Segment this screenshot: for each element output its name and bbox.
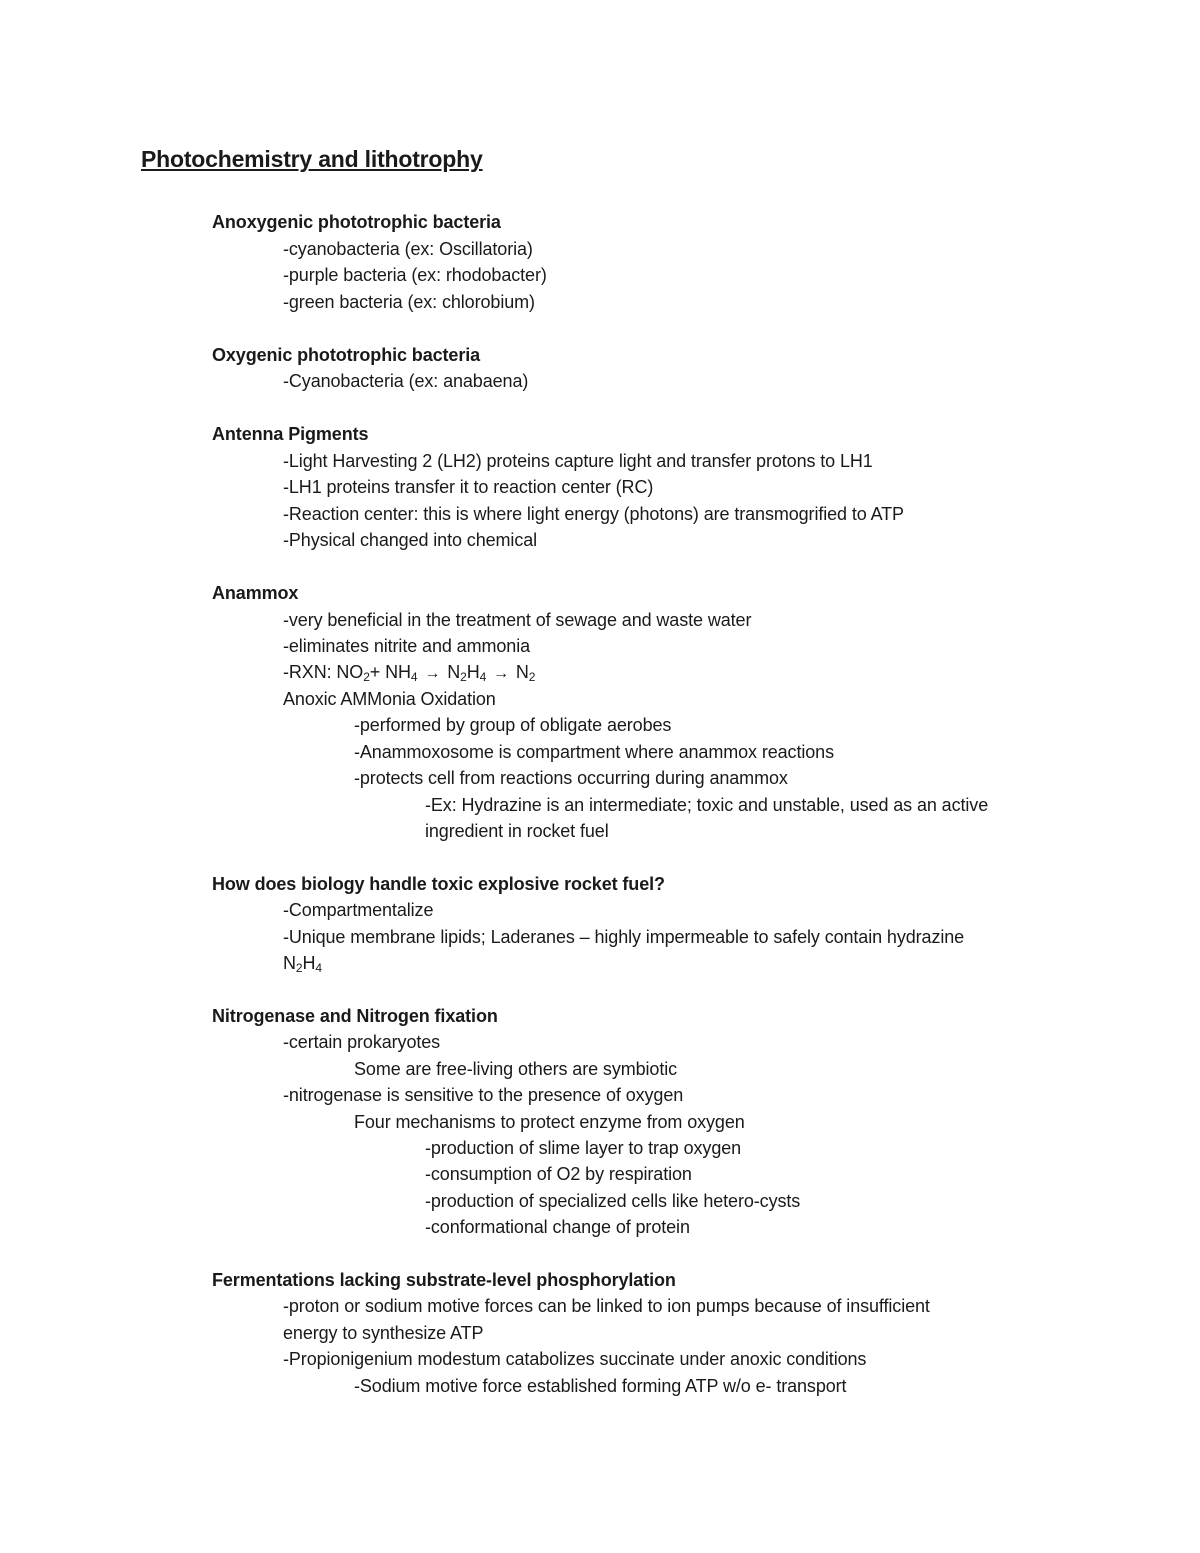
section-heading-anammox: Anammox — [212, 583, 299, 603]
list-item: -consumption of O2 by respiration — [425, 1164, 692, 1184]
list-item: -performed by group of obligate aerobes — [354, 715, 672, 735]
list-item: -Sodium motive force established forming ATP w/o e- transport — [354, 1376, 847, 1396]
sub-heading: Anoxic AMMonia Oxidation — [283, 689, 496, 709]
rxn-prefix: -RXN: NO — [283, 662, 364, 682]
list-item: -eliminates nitrite and ammonia — [283, 636, 531, 656]
list-item: -Light Harvesting 2 (LH2) proteins capture light and transfer protons to LH1 — [283, 451, 873, 471]
rxn-subscript: 4 — [410, 670, 418, 684]
formula-element: H — [302, 953, 316, 973]
list-item: -Unique membrane lipids; Laderanes – highly impermeable to safely contain hydrazine — [283, 927, 965, 947]
list-item: -production of specialized cells like hetero-cysts — [425, 1191, 801, 1211]
list-item: -Compartmentalize — [283, 900, 434, 920]
rxn-plus: + NH — [369, 662, 411, 682]
rxn-subscript: 4 — [479, 670, 487, 684]
hydrazine-formula — [283, 951, 322, 975]
list-item: -certain prokaryotes — [283, 1032, 441, 1052]
section-heading-oxygenic: Oxygenic phototrophic bacteria — [212, 345, 481, 365]
rxn-subscript: 2 — [460, 670, 467, 684]
section-heading-antenna: Antenna Pigments — [212, 424, 369, 444]
list-item: -protects cell from reactions occurring during anammox — [354, 768, 788, 788]
list-item: -proton or sodium motive forces can be linked to ion pumps because of insufficient — [283, 1296, 930, 1316]
list-item: -Ex: Hydrazine is an intermediate; toxic and unstable, used as an active — [425, 795, 989, 815]
list-item: -Anammoxosome is compartment where anammox reactions — [354, 742, 834, 762]
rxn-subscript: 2 — [363, 670, 370, 684]
list-item: Four mechanisms to protect enzyme from oxygen — [354, 1112, 745, 1132]
list-item-continued: ingredient in rocket fuel — [425, 821, 609, 841]
list-item: -LH1 proteins transfer it to reaction center (RC) — [283, 477, 654, 497]
rxn-element: N — [515, 662, 529, 682]
section-heading-nitrogenase: Nitrogenase and Nitrogen fixation — [212, 1006, 498, 1026]
rxn-element: N — [447, 662, 461, 682]
list-item: -green bacteria (ex: chlorobium) — [283, 292, 535, 312]
page-title: Photochemistry and lithotrophy — [141, 146, 483, 172]
arrow-right-icon: → — [424, 665, 441, 682]
formula-subscript: 2 — [295, 961, 303, 975]
list-item: -purple bacteria (ex: rhodobacter) — [283, 265, 547, 285]
rxn-subscript: 2 — [528, 670, 536, 684]
list-item: -Physical changed into chemical — [283, 530, 538, 550]
list-item: -cyanobacteria (ex: Oscillatoria) — [283, 239, 533, 259]
list-item: -very beneficial in the treatment of sewage and waste water — [283, 610, 752, 630]
rxn-element: H — [466, 662, 480, 682]
reaction-equation — [283, 660, 535, 686]
list-item: -nitrogenase is sensitive to the presence of oxygen — [283, 1085, 684, 1105]
arrow-right-icon: → — [493, 665, 509, 682]
formula-element: N — [283, 953, 296, 973]
list-item: -Reaction center: this is where light energy (photons) are transmogrified to ATP — [283, 504, 904, 524]
section-heading-biology: How does biology handle toxic explosive rocket fuel? — [212, 874, 665, 894]
list-item: -production of slime layer to trap oxygen — [425, 1138, 742, 1158]
section-heading-fermentation: Fermentations lacking substrate-level phosphorylation — [212, 1270, 676, 1290]
list-item: -Cyanobacteria (ex: anabaena) — [283, 371, 529, 391]
list-item-continued: energy to synthesize ATP — [283, 1323, 484, 1343]
list-item: -conformational change of protein — [425, 1217, 690, 1237]
list-item: -Propionigenium modestum catabolizes succinate under anoxic conditions — [283, 1349, 867, 1369]
section-heading-anoxygenic: Anoxygenic phototrophic bacteria — [212, 212, 501, 232]
list-item: Some are free-living others are symbiotic — [354, 1059, 678, 1079]
formula-subscript: 4 — [315, 961, 322, 975]
